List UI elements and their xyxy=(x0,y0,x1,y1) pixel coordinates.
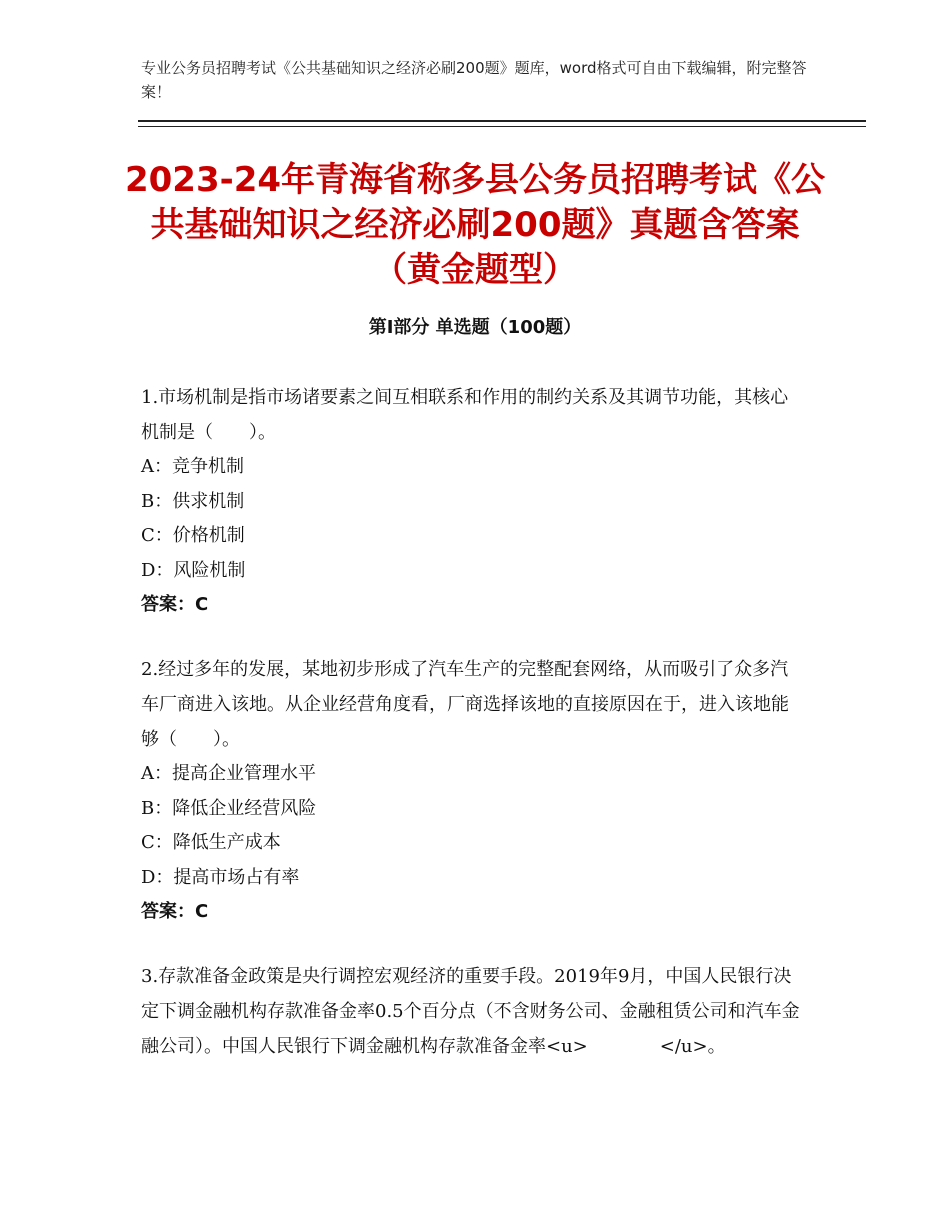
question-2 xyxy=(141,652,801,929)
question-stem: 3.存款准备金政策是央行调控宏观经济的重要手段。2019年9月，中国人民银行决定下调金融机构存款准备金率0.5个百分点（不含财务公司、金融租赁公司和汽车金融公司）。中国人民银行下调金融机构存款准备金率<u> </u>。 xyxy=(141,966,800,1057)
document-title: 2023-24年青海省称多县公务员招聘考试《公共基础知识之经济必刷200题》真题含答案（黄金题型） xyxy=(124,160,826,290)
header-divider-thin xyxy=(138,126,866,127)
option-c: C：价格机制 xyxy=(141,525,245,546)
option-b: B：降低企业经营风险 xyxy=(141,797,317,819)
question-3 xyxy=(141,959,801,1064)
option-c: C：降低生产成本 xyxy=(141,832,281,853)
header-note: 专业公务员招聘考试《公共基础知识之经济必刷200题》题库，word格式可自由下载编辑，附完整答案！ xyxy=(141,59,807,101)
option-a: A：提高企业管理水平 xyxy=(141,763,316,784)
answer-label: 答案：C xyxy=(141,901,209,922)
question-list xyxy=(141,380,801,1094)
header-divider-thick xyxy=(138,120,866,122)
option-d: D：风险机制 xyxy=(141,559,246,581)
question-1 xyxy=(141,380,801,622)
question-stem: 2.经过多年的发展，某地初步形成了汽车生产的完整配套网络，从而吸引了众多汽车厂商进入该地。从企业经营角度看，厂商选择该地的直接原因在于，进入该地能够（ ）。 xyxy=(141,659,789,750)
section-title: 第Ⅰ部分 单选题（100题） xyxy=(368,317,582,338)
answer-label: 答案：C xyxy=(141,594,209,615)
question-stem: 1.市场机制是指市场诸要素之间互相联系和作用的制约关系及其调节功能，其核心机制是（ ）。 xyxy=(141,387,789,443)
option-b: B：供求机制 xyxy=(141,490,245,512)
option-d: D：提高市场占有率 xyxy=(141,866,300,888)
option-a: A：竞争机制 xyxy=(141,456,244,477)
